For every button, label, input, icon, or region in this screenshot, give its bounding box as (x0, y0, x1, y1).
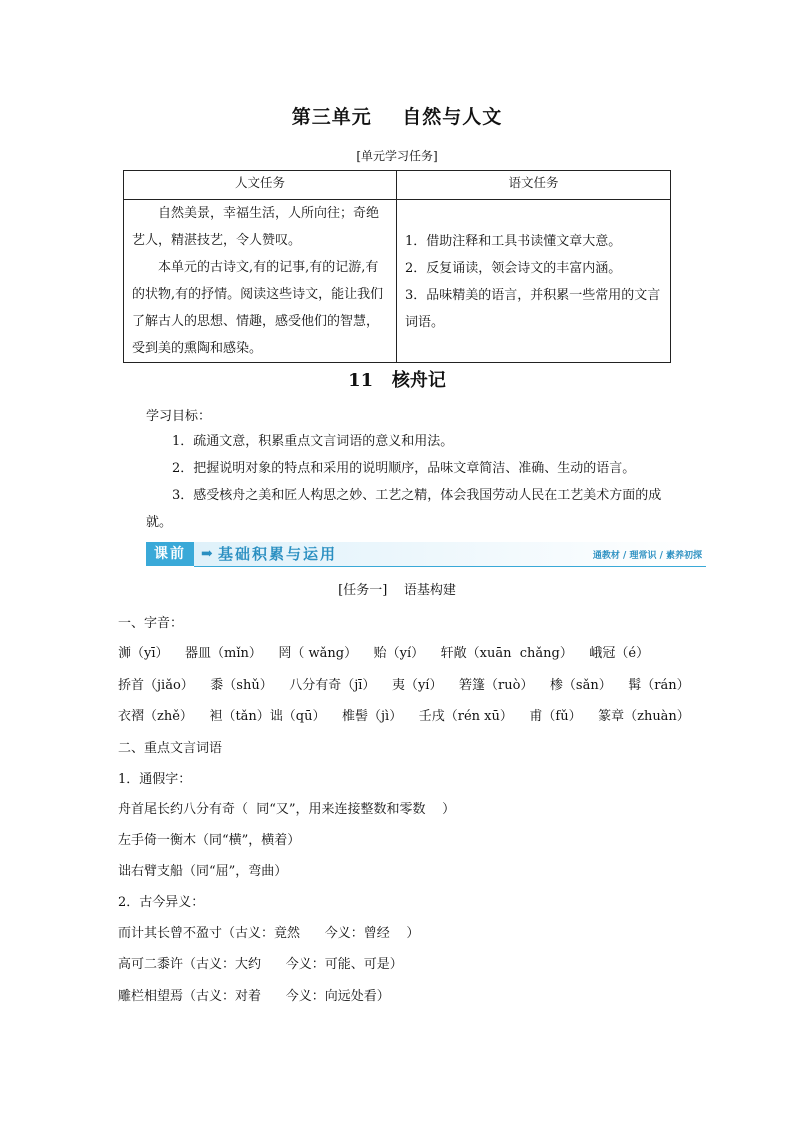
tongjia-item: 诎右臂支船（同“屈”，弯曲） (118, 864, 288, 879)
humanities-paragraph: 自然美景，幸福生活，人所向往；奇绝艺人，精湛技艺，令人赞叹。 (132, 206, 380, 248)
tongjia-item: 左手倚一衡木（同“横”，横着） (118, 833, 301, 848)
pronunciation-row: 浉（yī） 器皿（mǐn） 罔（ wǎng） 贻（yí） 轩敞（xuān chǎng） 峨冠（é） (118, 646, 650, 661)
tongjia-heading: 1．通假字： (118, 772, 192, 787)
tongjia-item: 舟首尾长约八分有奇（ 同“又”，用来连接整数和零数 ） (118, 802, 456, 817)
chinese-task-cell (397, 200, 671, 363)
humanities-task-cell (124, 200, 397, 363)
pronunciation-row: 衣褶（zhě） 袒（tǎn）诎（qū） 椎髻（jì） 壬戌（rén xū） 甫（fǔ） 篆章（zhuàn） (118, 709, 690, 724)
objective-item: 3．感受核舟之美和匠人构思之妙、工艺之精，体会我国劳动人民在工艺美术方面的成就。 (146, 488, 662, 530)
section-banner (146, 541, 706, 568)
chinese-task-header: 语文任务 (397, 171, 671, 200)
arrow-right-icon: ➡ (201, 546, 213, 562)
key-words-heading: 二、重点文言词语 (118, 741, 223, 756)
chinese-task-item: 3．品味精美的语言，并积累一些常用的文言词语。 (405, 288, 661, 330)
banner-subtitle: 通教材 / 理常识 / 素养初探 (592, 551, 702, 561)
task-caption: [单元学习任务] (356, 149, 438, 163)
humanities-paragraph: 本单元的古诗文,有的记事,有的记游,有的状物,有的抒情。阅读这些诗文，能让我们了解古人的思想、情趣，感受他们的智慧，受到美的熏陶和感染。 (132, 260, 384, 356)
objectives-heading: 学习目标： (146, 409, 212, 424)
task-one-heading: [任务一] 语基构建 (338, 583, 456, 598)
gujin-item: 高可二黍许（古义：大约 今义：可能、可是） (118, 957, 403, 972)
chinese-task-item: 1．借助注释和工具书读懂文章大意。 (405, 234, 622, 249)
gujin-item: 雕栏相望焉（古义：对着 今义：向远处看） (118, 989, 390, 1004)
objective-item: 1．疏通文意，积累重点文言词语的意义和用法。 (172, 434, 454, 449)
gujin-item: 而计其长曾不盈寸（古义：竟然 今义：曾经 ） (118, 926, 420, 941)
lesson-title: 11 核舟记 (348, 370, 446, 391)
banner-label: 基础积累与运用 (218, 545, 338, 563)
unit-title: 第三单元 自然与人文 (291, 106, 503, 128)
humanities-task-header: 人文任务 (124, 171, 397, 200)
objective-item: 2．把握说明对象的特点和采用的说明顺序，品味文章简洁、准确、生动的语言。 (172, 461, 636, 476)
pronunciation-row: 挢首（jiǎo） 黍（shǔ） 八分有奇（jī） 夷（yí） 箬篷（ruò） 椮（sǎn） 髯（rán） (118, 678, 690, 693)
banner-tag: 课前 (146, 542, 194, 566)
banner-divider (194, 566, 706, 567)
chinese-task-item: 2．反复诵读，领会诗文的丰富内涵。 (405, 261, 622, 276)
pronunciation-heading: 一、字音： (118, 616, 184, 631)
unit-task-table (123, 170, 671, 363)
gujin-heading: 2．古今异义： (118, 895, 205, 910)
